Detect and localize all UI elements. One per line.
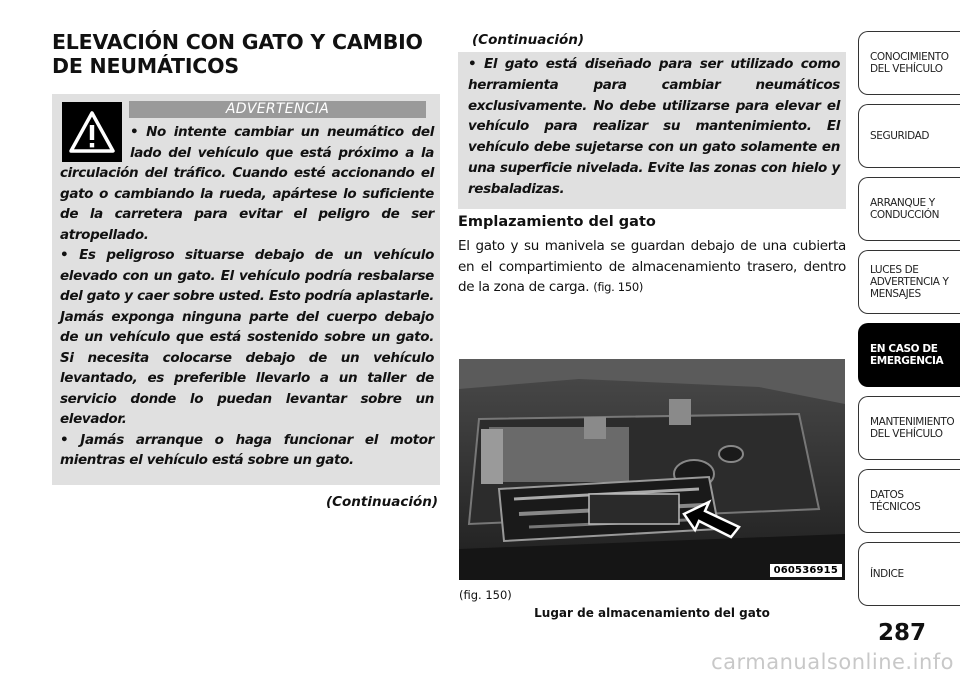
tab-label: EN CASO DE EMERGENCIA bbox=[870, 343, 944, 367]
tab-luces[interactable] bbox=[858, 250, 960, 314]
section-heading: Emplazamiento del gato bbox=[458, 214, 656, 230]
tab-datos[interactable] bbox=[858, 469, 960, 533]
chapter-tabs bbox=[858, 31, 960, 615]
tab-mantenimiento[interactable] bbox=[858, 396, 960, 460]
tab-emergencia[interactable] bbox=[858, 323, 960, 387]
figure-label: (fig. 150) bbox=[459, 588, 512, 602]
tab-label: CONOCIMIENTO DEL VEHÍCULO bbox=[870, 51, 949, 75]
tab-label: DATOS TÉCNICOS bbox=[870, 489, 921, 513]
warning-box bbox=[52, 94, 440, 485]
warning-text bbox=[52, 122, 440, 471]
continuation-left: (Continuación) bbox=[325, 494, 438, 510]
jack-storage-photo bbox=[459, 359, 845, 580]
tab-indice[interactable] bbox=[858, 542, 960, 606]
tab-seguridad[interactable] bbox=[858, 104, 960, 168]
tab-label: SEGURIDAD bbox=[870, 130, 930, 142]
figure-reference: (fig. 150) bbox=[593, 280, 644, 294]
warning2-text: • El gato está diseñado para ser utilizado como herramienta para cambiar neumáticos exclusivamente. No debe utilizarse para elevar el vehículo para realizar su mantenimiento. El vehículo debe sujetarse con un gato solamente en una superficie nivelada. Evite las zonas con hielo y resbaladizas. bbox=[468, 56, 840, 197]
page-number: 287 bbox=[877, 620, 926, 646]
figure-caption: Lugar de almacenamiento del gato bbox=[534, 606, 770, 620]
tab-label: ÍNDICE bbox=[870, 568, 904, 580]
section-body bbox=[458, 236, 846, 298]
tab-label: ARRANQUE Y CONDUCCIÓN bbox=[870, 197, 940, 221]
continuation-right: (Continuación) bbox=[472, 32, 585, 48]
warning-item-3: • Jamás arranque o haga funcionar el motor mientras el vehículo está sobre un gato. bbox=[60, 431, 434, 468]
warning-box-continued bbox=[458, 52, 846, 209]
section-body-text: El gato y su manivela se guardan debajo de una cubierta en el compartimiento de almacenamiento trasero, dentro de la zona de carga. bbox=[458, 238, 846, 295]
page-title: ELEVACIÓN CON GATO Y CAMBIO DE NEUMÁTICOS bbox=[52, 30, 423, 78]
tab-label: LUCES DE ADVERTENCIA Y MENSAJES bbox=[870, 264, 949, 300]
tab-arranque[interactable] bbox=[858, 177, 960, 241]
tab-label: MANTENIMIENTO DEL VEHÍCULO bbox=[870, 416, 955, 440]
warning-header: ADVERTENCIA bbox=[129, 101, 426, 118]
warning-item-2: • Es peligroso situarse debajo de un vehículo elevado con un gato. El vehículo podría resbalarse del gato y caer sobre usted. Esto podría aplastarle. Jamás exponga ninguna parte del cuerpo debajo de un vehículo que está sostenido sobre un gato. Si necesita colocarse debajo de un vehículo levantado, es preferible llevarlo a un taller de servicio donde lo puedan levantar sobre un elevador. bbox=[60, 247, 434, 427]
watermark: carmanualsonline.info bbox=[711, 650, 954, 674]
photo-code: 060536915 bbox=[770, 564, 842, 577]
tab-conocimiento[interactable] bbox=[858, 31, 960, 95]
warning-item-1: • No intente cambiar un neumático del lado del vehículo que está próximo a la circulación del tráfico. Cuando esté accionando el gato o cambiando la rueda, apártese lo suficiente de la carretera para evitar el peligro de ser atropellado. bbox=[60, 124, 434, 243]
